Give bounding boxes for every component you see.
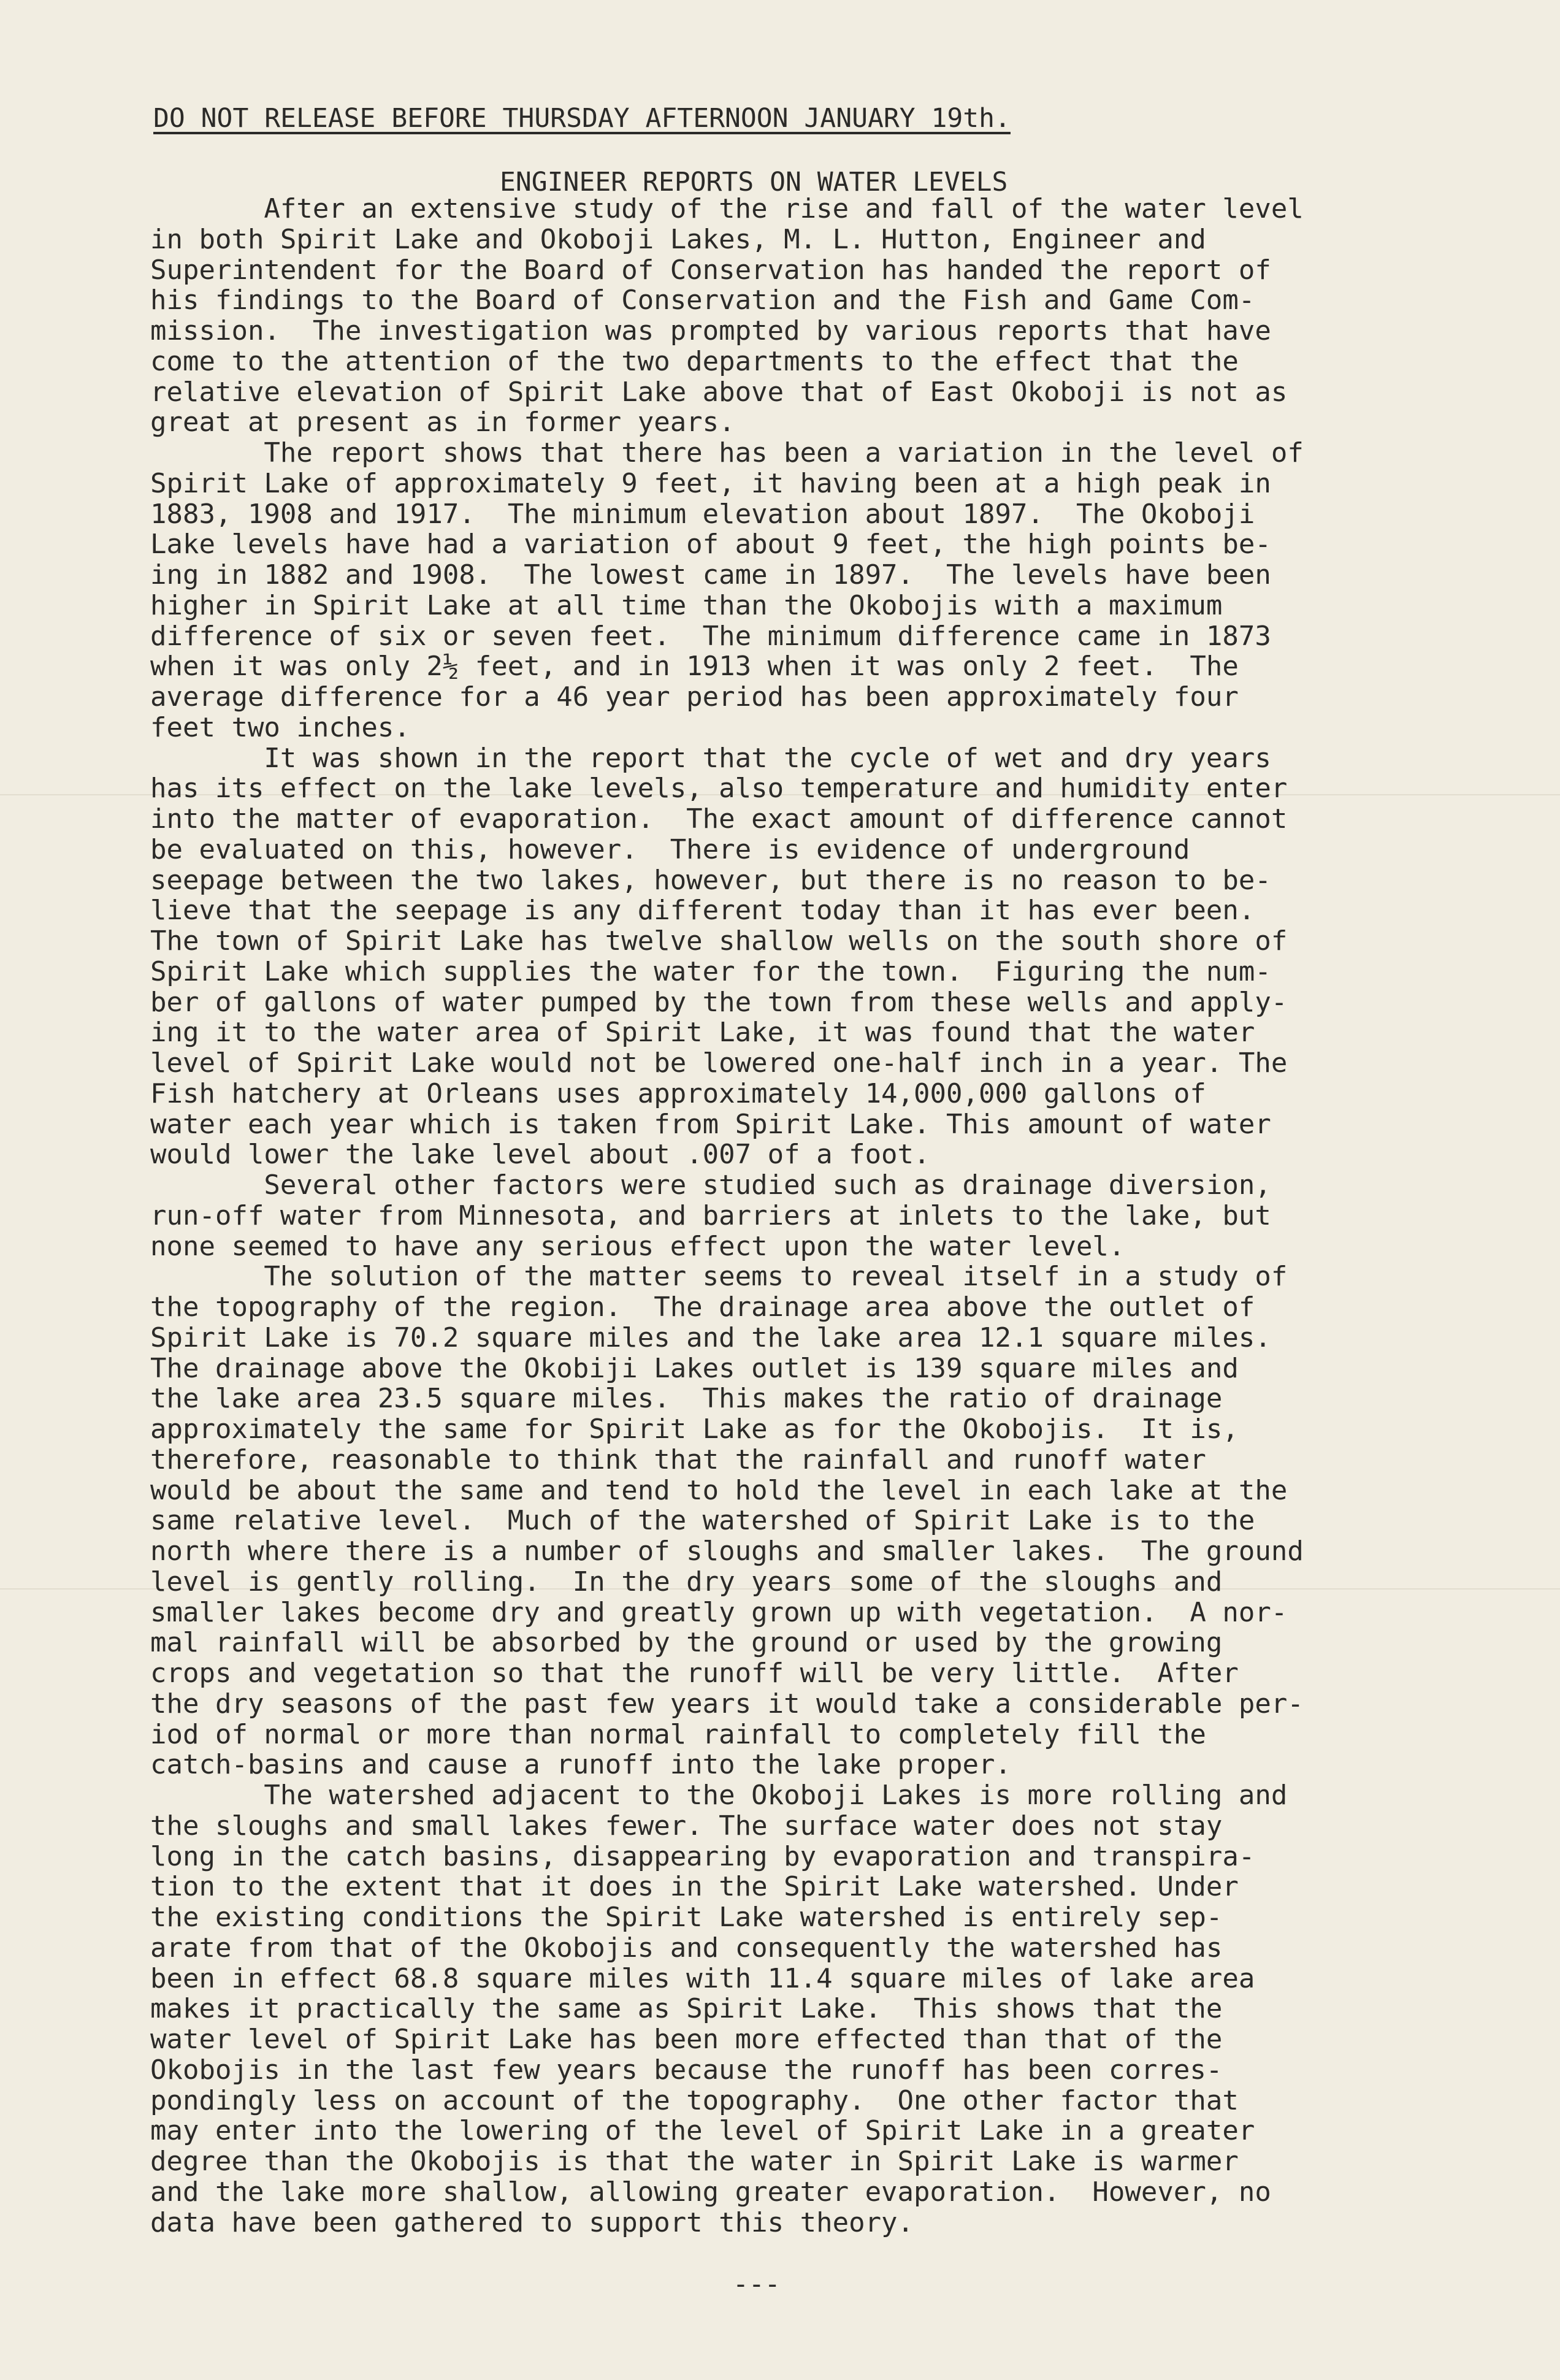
body-line: same relative level. Much of the watershed of Spirit Lake is to the bbox=[150, 1505, 1255, 1537]
body-line: north where there is a number of sloughs and smaller lakes. The ground bbox=[150, 1536, 1304, 1567]
body-line: ing it to the water area of Spirit Lake, it was found that the water bbox=[150, 1017, 1255, 1049]
body-line: seepage between the two lakes, however, but there is no reason to be- bbox=[150, 864, 1271, 896]
body-line: Superintendent for the Board of Conservation has handed the report of bbox=[150, 254, 1271, 286]
body-line: smaller lakes become dry and greatly grown up with vegetation. A nor- bbox=[150, 1596, 1288, 1628]
body-line: Lake levels have had a variation of about 9 feet, the high points be- bbox=[150, 529, 1271, 561]
body-line: water level of Spirit Lake has been more effected than that of the bbox=[150, 2024, 1223, 2055]
body-line: his findings to the Board of Conservation and the Fish and Game Com- bbox=[150, 285, 1255, 316]
body-line: come to the attention of the two departments to the effect that the bbox=[150, 345, 1239, 377]
body-line: Spirit Lake of approximately 9 feet, it having been at a high peak in bbox=[150, 467, 1271, 499]
body-line: ber of gallons of water pumped by the town from these wells and apply- bbox=[150, 986, 1288, 1018]
body-line: the topography of the region. The drainage area above the outlet of bbox=[150, 1291, 1255, 1323]
body-line: The solution of the matter seems to reveal itself in a study of bbox=[150, 1261, 1288, 1293]
body-line: in both Spirit Lake and Okoboji Lakes, M. L. Hutton, Engineer and bbox=[150, 223, 1206, 255]
body-line: higher in Spirit Lake at all time than the Okobojis with a maximum bbox=[150, 589, 1223, 621]
document-body bbox=[150, 194, 1450, 2238]
release-notice: DO NOT RELEASE BEFORE THURSDAY AFTERNOON JANUARY 19th. bbox=[153, 103, 1011, 134]
body-line: may enter into the lowering of the level of Spirit Lake in a greater bbox=[150, 2115, 1255, 2147]
body-line: Okobojis in the last few years because the runoff has been corres- bbox=[150, 2054, 1223, 2086]
body-line: therefore, reasonable to think that the rainfall and runoff water bbox=[150, 1444, 1206, 1475]
body-line: ing in 1882 and 1908. The lowest came in 1897. The levels have been bbox=[150, 559, 1271, 591]
body-line: and the lake more shallow, allowing greater evaporation. However, no bbox=[150, 2176, 1271, 2208]
body-line: The report shows that there has been a variation in the level of bbox=[150, 437, 1304, 469]
body-line: the dry seasons of the past few years it would take a considerable per- bbox=[150, 1688, 1304, 1720]
body-line: difference of six or seven feet. The minimum difference came in 1873 bbox=[150, 620, 1271, 652]
body-line: great at present as in former years. bbox=[150, 407, 735, 438]
body-line: arate from that of the Okobojis and consequently the watershed has bbox=[150, 1932, 1223, 1964]
body-line: level of Spirit Lake would not be lowered one-half inch in a year. The bbox=[150, 1047, 1288, 1079]
body-line: data have been gathered to support this theory. bbox=[150, 2206, 914, 2238]
body-line: none seemed to have any serious effect upon the water level. bbox=[150, 1230, 1125, 1262]
body-line: 1883, 1908 and 1917. The minimum elevation about 1897. The Okoboji bbox=[150, 498, 1255, 530]
body-line: lieve that the seepage is any different today than it has ever been. bbox=[150, 895, 1255, 927]
body-line: average difference for a 46 year period has been approximately four bbox=[150, 681, 1239, 713]
body-line: degree than the Okobojis is that the water in Spirit Lake is warmer bbox=[150, 2146, 1239, 2177]
body-line: Spirit Lake which supplies the water for the town. Figuring the num- bbox=[150, 955, 1271, 987]
body-line: the sloughs and small lakes fewer. The surface water does not stay bbox=[150, 1810, 1223, 1842]
body-line: mission. The investigation was prompted by various reports that have bbox=[150, 315, 1271, 346]
body-line: After an extensive study of the rise and fall of the water level bbox=[150, 193, 1304, 224]
body-line: feet two inches. bbox=[150, 711, 410, 743]
end-mark: --- bbox=[733, 2269, 781, 2300]
body-line: Several other factors were studied such as drainage diversion, bbox=[150, 1169, 1271, 1201]
body-line: The town of Spirit Lake has twelve shallow wells on the south shore of bbox=[150, 925, 1288, 957]
body-line: tion to the extent that it does in the Spirit Lake watershed. Under bbox=[150, 1871, 1239, 1903]
body-line: been in effect 68.8 square miles with 11.4 square miles of lake area bbox=[150, 1962, 1255, 1994]
body-line: makes it practically the same as Spirit Lake. This shows that the bbox=[150, 1993, 1223, 2025]
body-line: would be about the same and tend to hold the level in each lake at the bbox=[150, 1474, 1288, 1506]
body-line: It was shown in the report that the cycle of wet and dry years bbox=[150, 742, 1271, 774]
body-line: mal rainfall will be absorbed by the ground or used by the growing bbox=[150, 1627, 1223, 1659]
body-line: crops and vegetation so that the runoff will be very little. After bbox=[150, 1658, 1239, 1689]
body-line: approximately the same for Spirit Lake as for the Okobojis. It is, bbox=[150, 1414, 1239, 1445]
body-line: Spirit Lake is 70.2 square miles and the lake area 12.1 square miles. bbox=[150, 1322, 1271, 1353]
body-line: The watershed adjacent to the Okoboji Lakes is more rolling and bbox=[150, 1780, 1288, 1811]
body-line: The drainage above the Okobiji Lakes outlet is 139 square miles and bbox=[150, 1352, 1239, 1384]
body-line: pondingly less on account of the topography. One other factor that bbox=[150, 2084, 1239, 2116]
body-line: long in the catch basins, disappearing by evaporation and transpira- bbox=[150, 1840, 1255, 1872]
body-line: catch-basins and cause a runoff into the lake proper. bbox=[150, 1749, 1011, 1781]
body-line: into the matter of evaporation. The exact amount of difference cannot bbox=[150, 803, 1288, 835]
body-line: would lower the lake level about .007 of a foot. bbox=[150, 1139, 930, 1171]
body-line: Fish hatchery at Orleans uses approximately 14,000,000 gallons of bbox=[150, 1077, 1206, 1109]
body-line: when it was only 2½ feet, and in 1913 when it was only 2 feet. The bbox=[150, 651, 1239, 683]
body-line: the existing conditions the Spirit Lake watershed is entirely sep- bbox=[150, 1902, 1223, 1933]
body-line: has its effect on the lake levels, also temperature and humidity enter bbox=[150, 773, 1288, 805]
body-line: relative elevation of Spirit Lake above that of East Okoboji is not as bbox=[150, 376, 1288, 408]
body-line: iod of normal or more than normal rainfall to completely fill the bbox=[150, 1718, 1206, 1750]
body-line: water each year which is taken from Spirit Lake. This amount of water bbox=[150, 1108, 1271, 1140]
body-line: be evaluated on this, however. There is evidence of underground bbox=[150, 833, 1190, 865]
body-line: the lake area 23.5 square miles. This makes the ratio of drainage bbox=[150, 1383, 1223, 1415]
body-line: level is gently rolling. In the dry years some of the sloughs and bbox=[150, 1566, 1223, 1598]
document-title: ENGINEER REPORTS ON WATER LEVELS bbox=[500, 167, 1008, 197]
body-line: run-off water from Minnesota, and barriers at inlets to the lake, but bbox=[150, 1200, 1271, 1231]
